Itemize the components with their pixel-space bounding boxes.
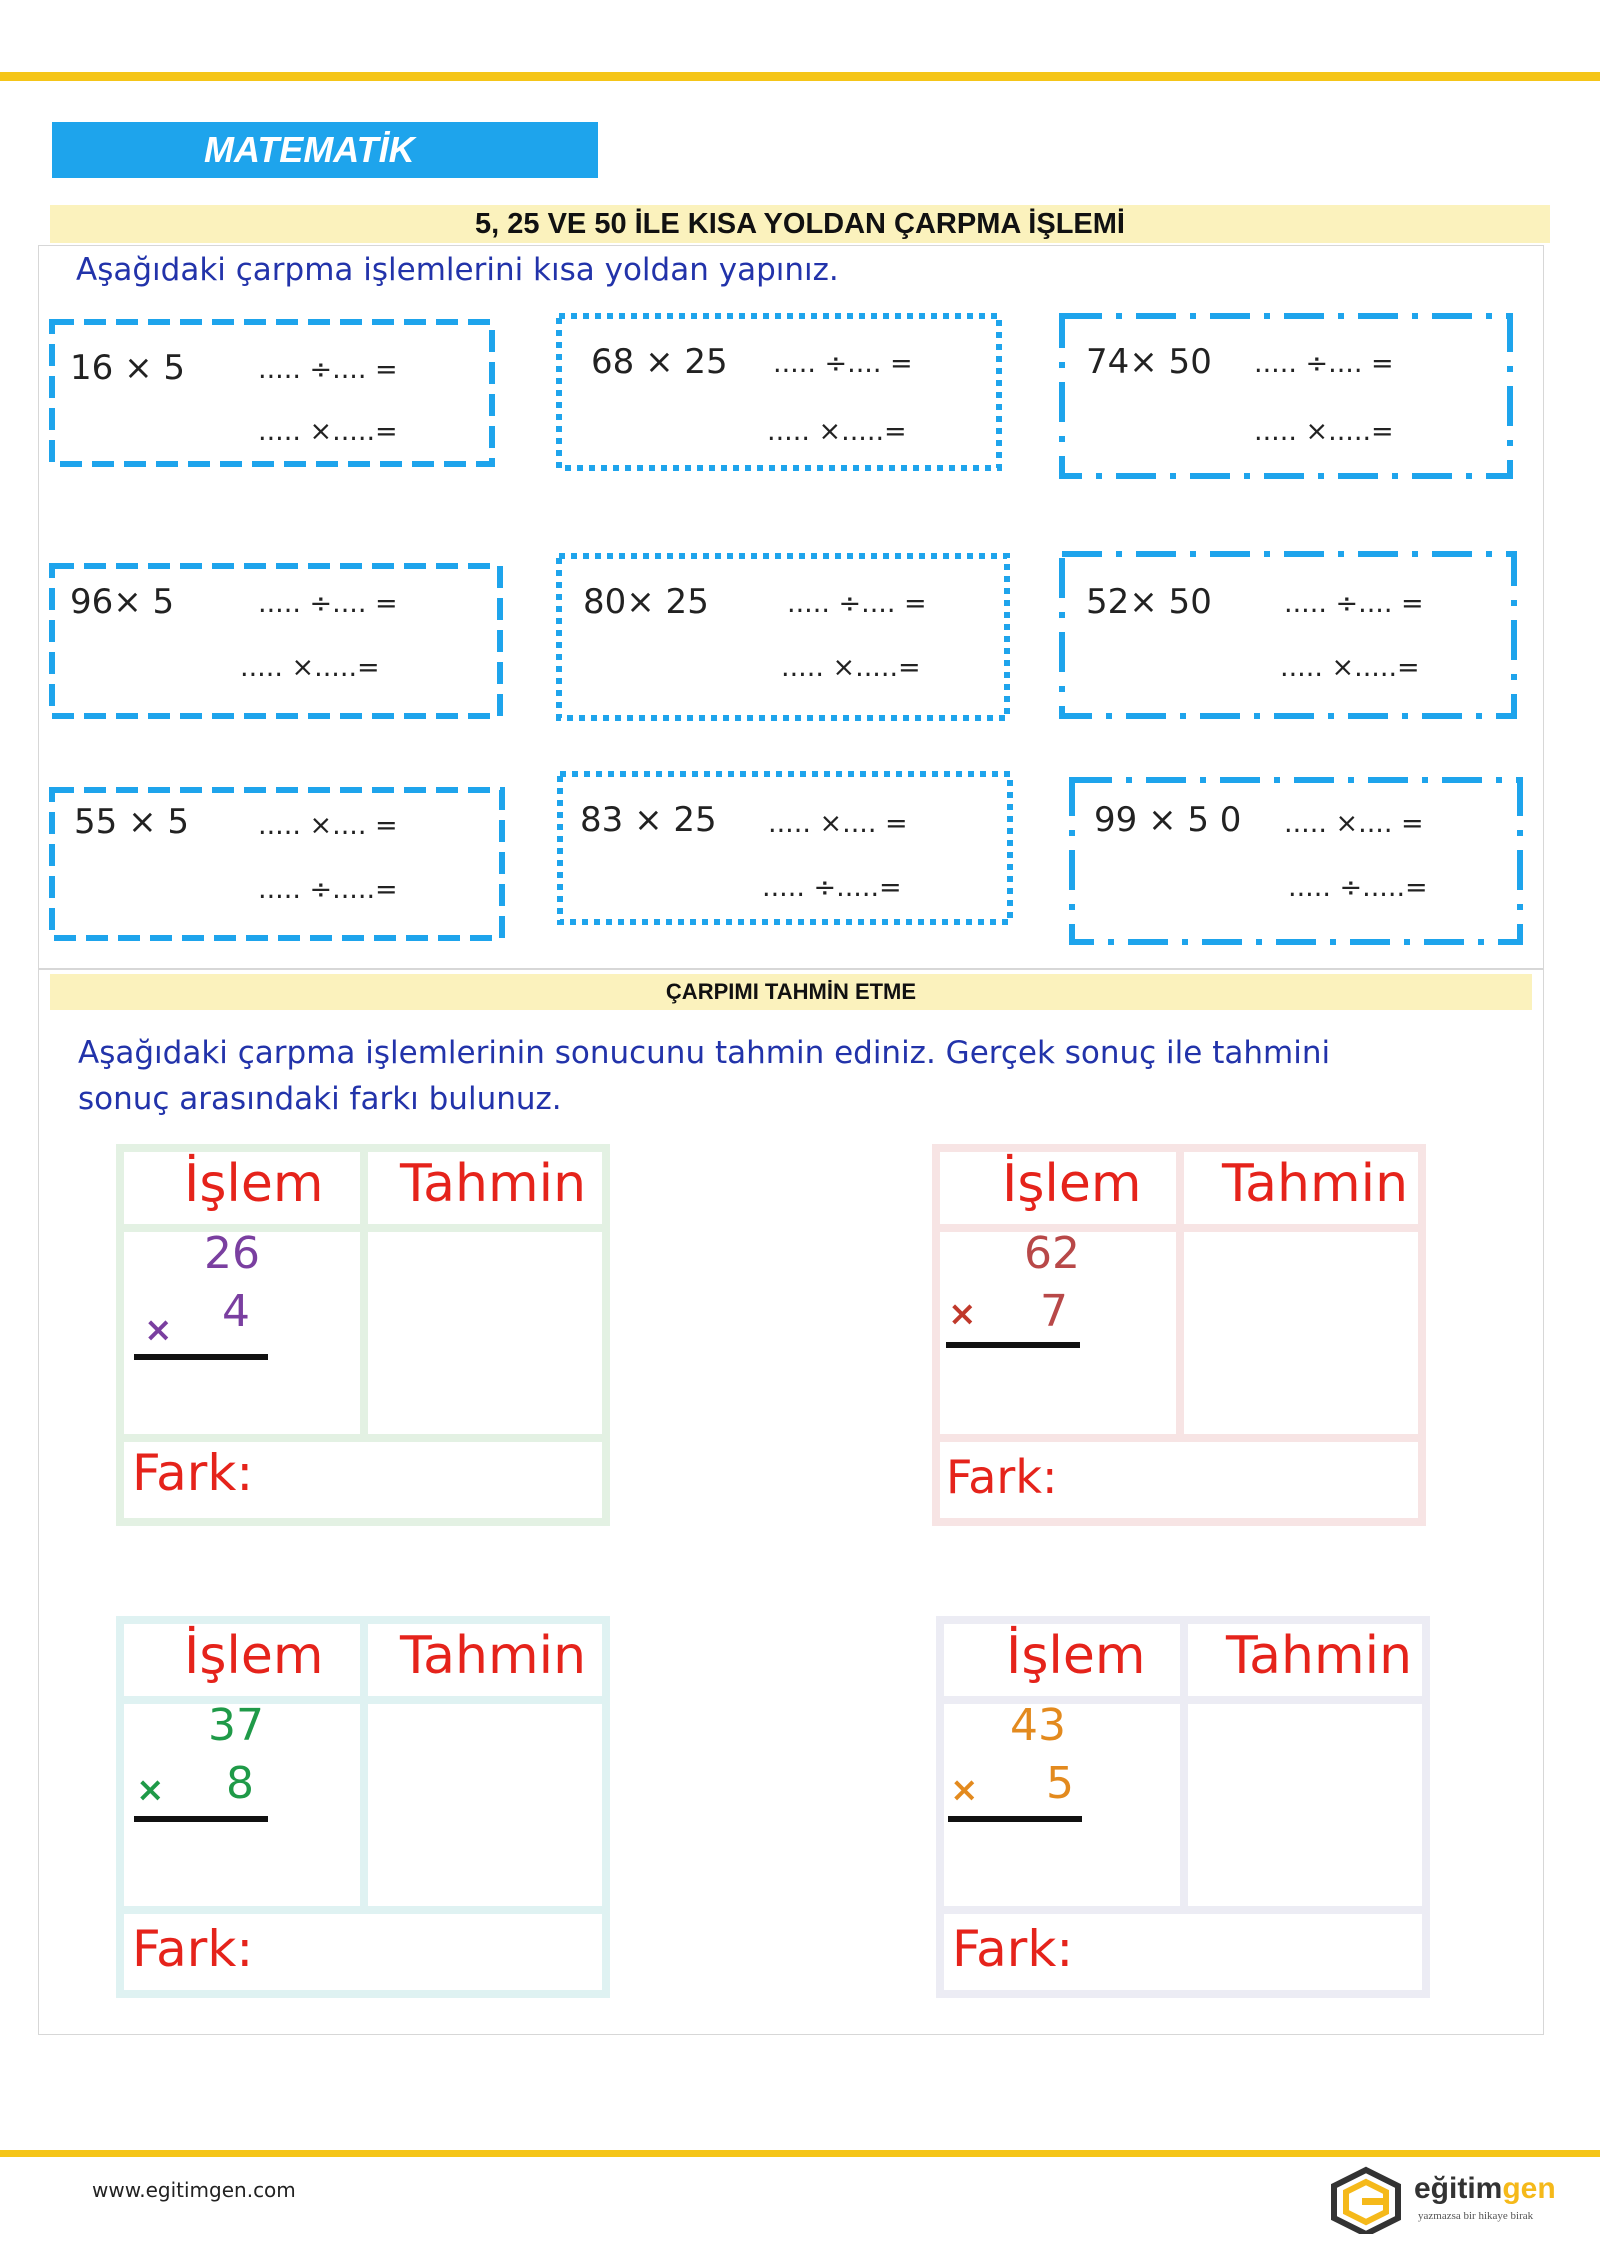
bottom-rule — [0, 2150, 1600, 2157]
exercise-box-4 — [48, 562, 496, 712]
exercise-step-2: ..... ×.....= — [240, 652, 380, 683]
exercise-step-1: ..... ×.... = — [1284, 808, 1424, 839]
result-line — [948, 1816, 1082, 1822]
exercise-step-1: ..... ×.... = — [258, 810, 398, 841]
multiply-sign: × — [948, 1294, 977, 1334]
top-rule — [0, 72, 1600, 81]
exercise-step-2: ..... ÷.....= — [258, 874, 398, 905]
exercise-expression: 99 × 5 0 — [1094, 800, 1242, 840]
exercise-box-1 — [48, 318, 496, 468]
exercise-step-2: ..... ×.....= — [1254, 416, 1394, 447]
estimation-table-4 — [936, 1616, 1430, 1998]
website-link[interactable]: www.egitimgen.com — [92, 2178, 296, 2202]
exercise-step-2: ..... ×.....= — [258, 416, 398, 447]
difference-label: Fark: — [952, 1920, 1074, 1978]
multiplicand: 62 — [1024, 1228, 1080, 1279]
multiplicand: 37 — [208, 1700, 264, 1751]
multiplier: 4 — [222, 1286, 250, 1337]
exercise-step-2: ..... ×.....= — [767, 416, 907, 447]
box-border — [555, 312, 1003, 472]
exercise-step-1: ..... ÷.... = — [258, 354, 398, 385]
multiplicand: 26 — [204, 1228, 260, 1279]
exercise-box-9 — [1068, 776, 1516, 926]
logo-tagline: yazmazsa bir hikaye birak — [1418, 2210, 1534, 2222]
result-line — [134, 1354, 268, 1360]
column-header-islem: İşlem — [184, 1626, 324, 1686]
result-line — [946, 1342, 1080, 1348]
exercise-expression: 55 × 5 — [74, 802, 189, 842]
column-header-tahmin: Tahmin — [1226, 1626, 1413, 1686]
exercise-step-2: ..... ×.....= — [781, 652, 921, 683]
exercise-expression: 83 × 25 — [580, 800, 717, 840]
difference-label: Fark: — [132, 1920, 254, 1978]
section1-title: 5, 25 VE 50 İLE KISA YOLDAN ÇARPMA İŞLEMİ — [50, 205, 1550, 243]
exercise-step-1: ..... ÷.... = — [258, 588, 398, 619]
hexagon-logo-icon — [1326, 2164, 1406, 2234]
exercise-expression: 68 × 25 — [591, 342, 728, 382]
section2-title: ÇARPIMI TAHMİN ETME — [50, 974, 1532, 1010]
estimation-table-1 — [116, 1144, 610, 1526]
exercise-expression: 96× 5 — [70, 582, 175, 622]
exercise-step-1: ..... ÷.... = — [1254, 348, 1394, 379]
exercise-expression: 80× 25 — [583, 582, 709, 622]
multiplier: 8 — [226, 1758, 254, 1809]
column-header-islem: İşlem — [1006, 1626, 1146, 1686]
exercise-expression: 52× 50 — [1086, 582, 1212, 622]
exercise-step-1: ..... ÷.... = — [787, 588, 927, 619]
egitimgen-logo — [1326, 2164, 1556, 2234]
exercise-box-3 — [1058, 312, 1506, 462]
exercise-step-1: ..... ÷.... = — [773, 348, 913, 379]
instruction-1: Aşağıdaki çarpma işlemlerini kısa yoldan yapınız. — [76, 252, 839, 288]
exercise-box-5 — [555, 552, 1003, 702]
logo-wordmark: eğitimgen — [1414, 2172, 1556, 2205]
exercise-step-2: ..... ÷.....= — [762, 872, 902, 903]
exercise-box-7 — [48, 786, 496, 936]
result-line — [134, 1816, 268, 1822]
column-header-islem: İşlem — [1002, 1154, 1142, 1214]
multiply-sign: × — [950, 1770, 979, 1810]
column-header-tahmin: Tahmin — [1222, 1154, 1409, 1214]
exercise-step-1: ..... ×.... = — [768, 808, 908, 839]
exercise-step-1: ..... ÷.... = — [1284, 588, 1424, 619]
exercise-expression: 16 × 5 — [70, 348, 185, 388]
exercise-box-8 — [556, 770, 1004, 920]
section-divider — [38, 968, 1544, 970]
column-header-tahmin: Tahmin — [400, 1154, 587, 1214]
exercise-step-2: ..... ×.....= — [1280, 652, 1420, 683]
multiply-sign: × — [144, 1310, 173, 1350]
exercise-expression: 74× 50 — [1086, 342, 1212, 382]
subject-banner: MATEMATİK — [52, 122, 598, 178]
multiplicand: 43 — [1010, 1700, 1066, 1751]
exercise-step-2: ..... ÷.....= — [1288, 872, 1428, 903]
estimation-table-2 — [932, 1144, 1426, 1526]
difference-label: Fark: — [946, 1450, 1058, 1504]
column-header-islem: İşlem — [184, 1154, 324, 1214]
box-border — [1058, 550, 1518, 720]
estimation-table-3 — [116, 1616, 610, 1998]
exercise-box-2 — [555, 312, 1003, 462]
multiply-sign: × — [136, 1770, 165, 1810]
box-border — [1058, 312, 1514, 480]
multiplier: 5 — [1046, 1758, 1074, 1809]
column-header-tahmin: Tahmin — [400, 1626, 587, 1686]
difference-label: Fark: — [132, 1444, 254, 1502]
exercise-box-6 — [1058, 550, 1506, 700]
multiplier: 7 — [1040, 1286, 1068, 1337]
instruction-2: Aşağıdaki çarpma işlemlerinin sonucunu tahmin ediniz. Gerçek sonuç ile tahmini sonuç arasındaki farkı bulunuz. — [78, 1035, 1331, 1117]
box-border — [555, 552, 1011, 722]
